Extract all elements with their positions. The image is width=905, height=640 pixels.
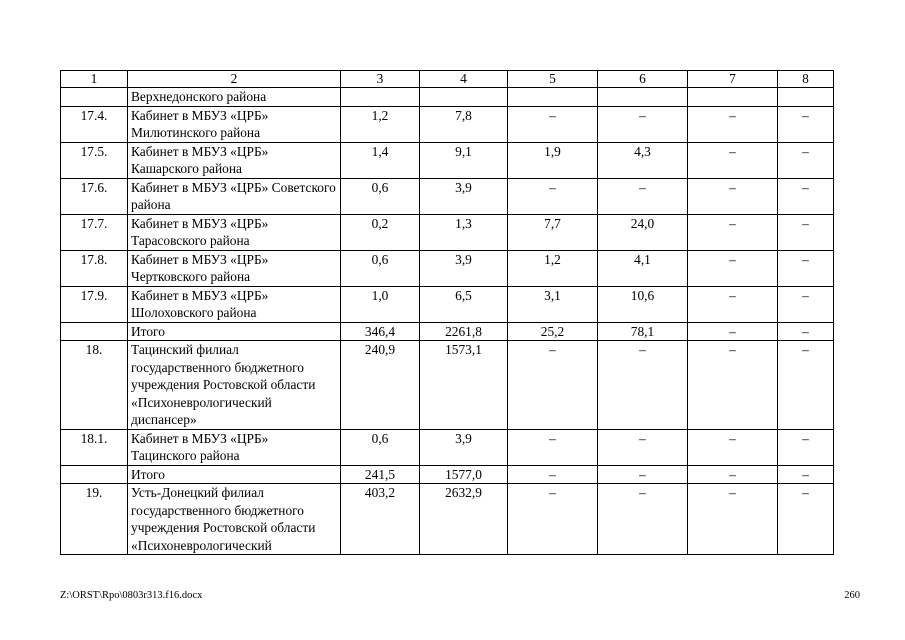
cell-col-8: – [778,178,834,214]
data-table-container [60,70,833,555]
cell-col-5: 7,7 [508,214,598,250]
cell-col-7: – [688,429,778,465]
cell-col-8: – [778,465,834,484]
cell-col-5: – [508,341,598,430]
cell-col-4: 3,9 [420,178,508,214]
cell-name: Тацинский филиал государственного бюджетного учреждения Ростовской области «Психоневрологический диспансер» [128,341,341,430]
cell-col-3: 0,2 [341,214,420,250]
cell-col-6: 78,1 [598,322,688,341]
table-row [61,214,834,250]
cell-col-6: – [598,465,688,484]
cell-col-5: – [508,178,598,214]
cell-col-8: – [778,341,834,430]
cell-col-7: – [688,214,778,250]
cell-col-6: 4,1 [598,250,688,286]
footer-page-number: 260 [844,590,860,601]
cell-col-5 [508,88,598,107]
table-row [61,465,834,484]
header-row [61,71,834,88]
cell-col-6: – [598,341,688,430]
table-row [61,178,834,214]
cell-col-5: – [508,106,598,142]
cell-col-6: 4,3 [598,142,688,178]
cell-col-7: – [688,465,778,484]
cell-col-5: 1,9 [508,142,598,178]
header-col-4: 4 [420,71,508,88]
table-body [61,88,834,555]
cell-col-7: – [688,322,778,341]
table-row [61,250,834,286]
cell-name: Итого [128,322,341,341]
cell-col-3: 403,2 [341,484,420,555]
data-table [60,70,834,555]
cell-col-3 [341,88,420,107]
cell-col-5: – [508,429,598,465]
cell-col-6: – [598,106,688,142]
cell-col-7 [688,88,778,107]
cell-col-6 [598,88,688,107]
cell-col-7: – [688,106,778,142]
cell-col-5: 1,2 [508,250,598,286]
cell-col-6: 10,6 [598,286,688,322]
cell-col-7: – [688,286,778,322]
cell-col-8: – [778,250,834,286]
cell-col-4: 1577,0 [420,465,508,484]
header-col-1: 1 [61,71,128,88]
cell-col-4: 1573,1 [420,341,508,430]
header-col-3: 3 [341,71,420,88]
header-col-2: 2 [128,71,341,88]
table-header [61,71,834,88]
cell-number: 18.1. [61,429,128,465]
cell-col-6: 24,0 [598,214,688,250]
cell-col-4 [420,88,508,107]
cell-col-8: – [778,214,834,250]
cell-col-8: – [778,142,834,178]
cell-number: 17.5. [61,142,128,178]
cell-col-7: – [688,341,778,430]
cell-col-7: – [688,484,778,555]
cell-col-4: 2632,9 [420,484,508,555]
table-row [61,322,834,341]
cell-number: 17.9. [61,286,128,322]
cell-name: Кабинет в МБУЗ «ЦРБ» Чертковского района [128,250,341,286]
cell-name: Итого [128,465,341,484]
cell-number: 18. [61,341,128,430]
cell-col-6: – [598,429,688,465]
cell-col-8: – [778,106,834,142]
cell-col-7: – [688,250,778,286]
cell-col-8: – [778,322,834,341]
cell-col-4: 3,9 [420,429,508,465]
cell-number: 17.6. [61,178,128,214]
cell-name: Кабинет в МБУЗ «ЦРБ» Шолоховского района [128,286,341,322]
cell-col-3: 1,2 [341,106,420,142]
cell-name: Кабинет в МБУЗ «ЦРБ» Советского района [128,178,341,214]
cell-col-3: 0,6 [341,178,420,214]
cell-number: 17.4. [61,106,128,142]
cell-col-3: 241,5 [341,465,420,484]
cell-col-4: 3,9 [420,250,508,286]
cell-name: Усть-Донецкий филиал государственного бюджетного учреждения Ростовской области «Психоневрологический [128,484,341,555]
cell-col-3: 240,9 [341,341,420,430]
cell-col-5: 25,2 [508,322,598,341]
cell-number: 17.8. [61,250,128,286]
table-row [61,429,834,465]
table-row [61,484,834,555]
table-row [61,341,834,430]
cell-col-8: – [778,286,834,322]
cell-number: 19. [61,484,128,555]
header-col-8: 8 [778,71,834,88]
cell-col-4: 6,5 [420,286,508,322]
cell-name: Кабинет в МБУЗ «ЦРБ» Милютинского района [128,106,341,142]
cell-col-8: – [778,429,834,465]
cell-col-6: – [598,484,688,555]
cell-name: Кабинет в МБУЗ «ЦРБ» Тарасовского района [128,214,341,250]
cell-col-3: 346,4 [341,322,420,341]
header-col-7: 7 [688,71,778,88]
footer-file-path: Z:\ORST\Rpo\0803r313.f16.docx [60,590,203,601]
cell-col-7: – [688,178,778,214]
cell-name: Верхнедонского района [128,88,341,107]
cell-col-5: – [508,465,598,484]
cell-col-5: – [508,484,598,555]
cell-number: 17.7. [61,214,128,250]
cell-col-4: 1,3 [420,214,508,250]
cell-col-3: 1,4 [341,142,420,178]
cell-col-8: – [778,484,834,555]
table-row [61,142,834,178]
cell-col-3: 0,6 [341,429,420,465]
header-col-5: 5 [508,71,598,88]
cell-name: Кабинет в МБУЗ «ЦРБ» Кашарского района [128,142,341,178]
cell-col-3: 1,0 [341,286,420,322]
cell-name: Кабинет в МБУЗ «ЦРБ» Тацинского района [128,429,341,465]
cell-col-4: 9,1 [420,142,508,178]
cell-number [61,88,128,107]
cell-col-8 [778,88,834,107]
cell-col-3: 0,6 [341,250,420,286]
cell-col-6: – [598,178,688,214]
cell-col-7: – [688,142,778,178]
table-row [61,286,834,322]
cell-number [61,465,128,484]
cell-col-4: 2261,8 [420,322,508,341]
cell-col-4: 7,8 [420,106,508,142]
cell-col-5: 3,1 [508,286,598,322]
cell-number [61,322,128,341]
table-row [61,106,834,142]
header-col-6: 6 [598,71,688,88]
table-row [61,88,834,107]
